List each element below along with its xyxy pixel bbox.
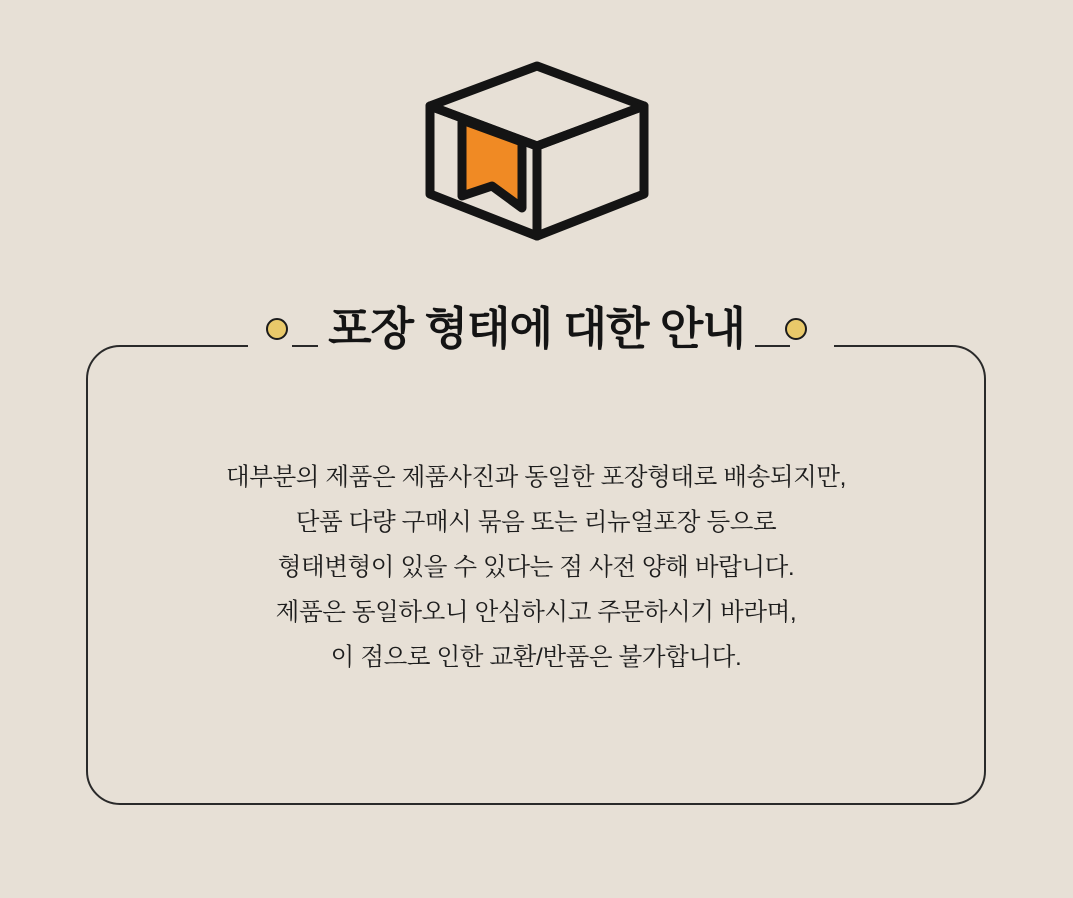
notice-body <box>86 455 986 680</box>
notice-body-line-2: 단품 다량 구매시 묶음 또는 리뉴얼포장 등으로 <box>295 509 777 536</box>
notice-body-line-4: 제품은 동일하오니 안심하시고 주문하시기 바라며, <box>275 599 797 626</box>
notice-body-line-5: 이 점으로 인한 교환/반품은 불가합니다. <box>330 644 742 671</box>
package-box-icon-container <box>0 58 1073 248</box>
notice-body-line-3: 형태변형이 있을 수 있다는 점 사전 양해 바랍니다. <box>277 554 795 581</box>
notice-title: 포장 형태에 대한 안내 <box>318 300 755 357</box>
dot-left-icon <box>266 318 288 340</box>
notice-title-row <box>0 300 1073 357</box>
package-box-icon <box>422 58 652 248</box>
dot-right-icon <box>785 318 807 340</box>
notice-body-line-1: 대부분의 제품은 제품사진과 동일한 포장형태로 배송되지만, <box>225 464 847 491</box>
